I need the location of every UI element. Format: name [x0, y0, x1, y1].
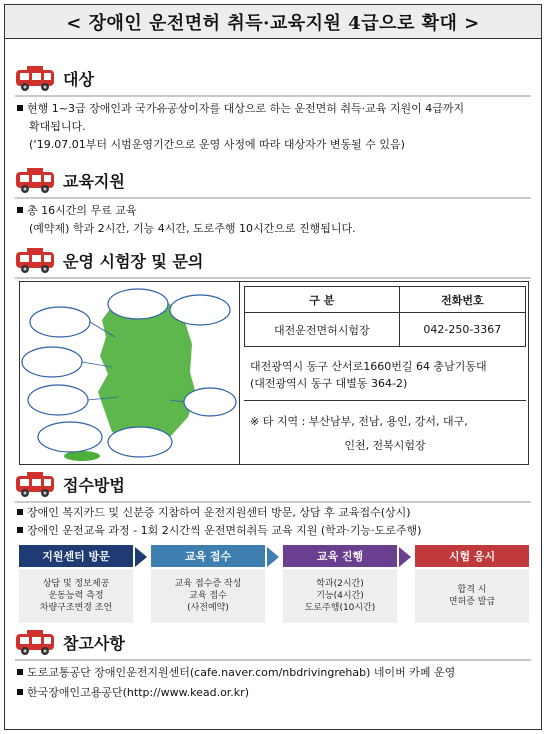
reference-line-2: 한국장애인고용공단(http://www.kead.or.kr) — [17, 685, 249, 701]
step-1-title: 지원센터 방문 — [19, 545, 133, 567]
apply-line-2: 장애인 운전교육 과정 - 1회 2시간씩 운전면허취득 교육 지원 (학과·기능·도로주행) — [17, 523, 421, 539]
step-2-body: 교육 접수증 작성 교육 접수 (사전예약) — [151, 569, 265, 623]
arrow-right-icon — [267, 547, 279, 567]
other-centers — [244, 400, 526, 462]
section-divider — [15, 95, 531, 97]
section-divider — [15, 277, 531, 279]
document-frame — [4, 4, 542, 730]
step-2-title: 교육 접수 — [151, 545, 265, 567]
section-education-header — [15, 165, 125, 195]
bullet-icon — [17, 509, 23, 515]
target-line-2: 확대됩니다. — [29, 120, 86, 133]
target-line-3: (‘19.07.01부터 시범운영기간으로 운영 사정에 따라 대상자가 변동될 수 있음) — [29, 138, 405, 151]
section-centers-header — [15, 245, 203, 275]
bullet-icon — [17, 689, 23, 695]
address-line-2: (대전광역시 동구 대별동 364-2) — [250, 377, 408, 390]
target-line-1: 현행 1~3급 장애인과 국가유공상이자를 대상으로 하는 운전면허 취득·교육 지원이 4급까지 — [17, 101, 464, 117]
center-phone: 042-250-3367 — [399, 313, 525, 347]
process-steps — [19, 545, 531, 623]
address-line-1: 대전광역시 동구 산서로1660번길 64 충남기동대 — [250, 360, 487, 373]
section-divider — [15, 501, 531, 503]
section-reference-title: 참고사항 — [63, 633, 125, 653]
page-title: < 장애인 운전면허 취득·교육지원 4급으로 확대 > — [5, 5, 541, 39]
step-3 — [283, 545, 397, 623]
step-3-body: 학과(2시간) 기능(4시간) 도로주행(10시간) — [283, 569, 397, 623]
fire-truck-icon — [15, 64, 55, 92]
section-centers-title: 운영 시험장 및 문의 — [63, 251, 204, 271]
header-category: 구 분 — [245, 287, 400, 313]
step-3-title: 교육 진행 — [283, 545, 397, 567]
fire-truck-icon — [15, 628, 55, 656]
section-apply-title: 접수방법 — [63, 475, 125, 495]
center-contact-table — [244, 286, 526, 347]
apply-line-1: 장애인 복지카드 및 신분증 지참하여 운전지원센터 방문, 상담 후 교육접수(상시) — [17, 505, 411, 521]
education-line-2: (예약제) 학과 2시간, 기능 4시간, 도로주행 10시간으로 진행됩니다. — [29, 222, 356, 235]
section-target-header — [15, 63, 94, 93]
section-target-title: 대상 — [63, 69, 94, 89]
step-4 — [415, 545, 529, 623]
bullet-icon — [17, 207, 23, 213]
header-phone: 전화번호 — [399, 287, 525, 313]
bullet-icon — [17, 105, 23, 111]
korea-map-icon — [20, 282, 240, 464]
bullet-icon — [17, 527, 23, 533]
reference-line-1: 도로교통공단 장애인운전지원센터(cafe.naver.com/nbdrivingrehab) 네이버 카페 운영 — [17, 665, 455, 681]
step-4-body: 합격 시 면허증 발급 — [415, 569, 529, 623]
section-education-title: 교육지원 — [63, 171, 125, 191]
arrow-right-icon — [135, 547, 147, 567]
arrow-right-icon — [399, 547, 411, 567]
fire-truck-icon — [15, 166, 55, 194]
korea-map-figure — [20, 282, 240, 464]
centers-panel — [19, 281, 529, 465]
section-divider — [15, 659, 531, 661]
other-centers-line-2: 인천, 전북시험장 — [344, 439, 426, 452]
fire-truck-icon — [15, 470, 55, 498]
step-2 — [151, 545, 265, 623]
section-divider — [15, 197, 531, 199]
fire-truck-icon — [15, 246, 55, 274]
step-1-body: 상담 및 정보제공 운동능력 측정 차량구조변경 조언 — [19, 569, 133, 623]
section-reference-header — [15, 627, 125, 657]
section-apply-header — [15, 469, 125, 499]
bullet-icon — [17, 669, 23, 675]
center-address — [250, 358, 524, 392]
step-4-title: 시험 응시 — [415, 545, 529, 567]
center-name: 대전운전면허시험장 — [245, 313, 400, 347]
other-centers-line-1: ※ 타 지역 : 부산남부, 전남, 용인, 강서, 대구, — [250, 415, 468, 428]
education-line-1: 총 16시간의 무료 교육 — [17, 203, 137, 219]
step-1 — [19, 545, 133, 623]
